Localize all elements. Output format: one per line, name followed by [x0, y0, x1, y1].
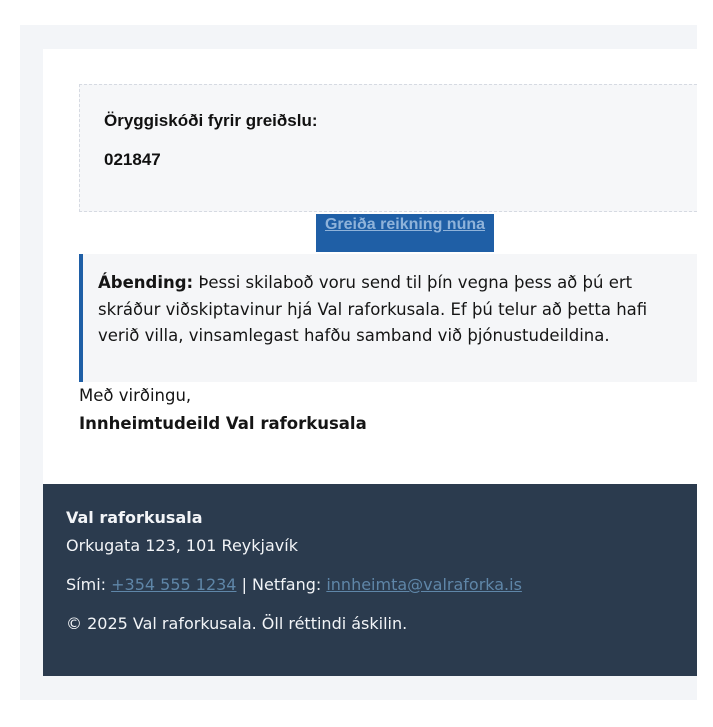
footer-company: Val raforkusala: [66, 508, 203, 527]
pay-invoice-button[interactable]: Greiða reikning núna: [316, 214, 494, 252]
security-code-box: [79, 84, 697, 212]
email-link[interactable]: innheimta@valraforka.is: [326, 575, 522, 594]
signoff: [79, 382, 367, 438]
signoff-department: Innheimtudeild Val raforkusala: [79, 414, 367, 433]
notice-lead: Ábending:: [98, 273, 194, 292]
security-code-label: Öryggiskóði fyrir greiðslu:: [104, 111, 318, 130]
security-code-value: 021847: [104, 150, 161, 169]
notice-text: [98, 270, 683, 350]
footer-contact: [66, 575, 522, 594]
signoff-greeting: Með virðingu,: [79, 386, 192, 405]
email-label: | Netfang:: [236, 575, 327, 594]
phone-label: Sími:: [66, 575, 112, 594]
notice-body: Þessi skilaboð voru send til þín vegna þess að þú ert skráður viðskiptavinur hjá Val raforkusala. Ef þú telur að þetta hafi verið villa, vinsamlegast hafðu samband við þjónustudeildina.: [98, 273, 648, 345]
footer-address: Orkugata 123, 101 Reykjavík: [66, 536, 298, 555]
footer: [43, 484, 697, 676]
footer-copyright: © 2025 Val raforkusala. Öll réttindi áskilin.: [66, 614, 408, 633]
phone-link[interactable]: +354 555 1234: [111, 575, 237, 594]
